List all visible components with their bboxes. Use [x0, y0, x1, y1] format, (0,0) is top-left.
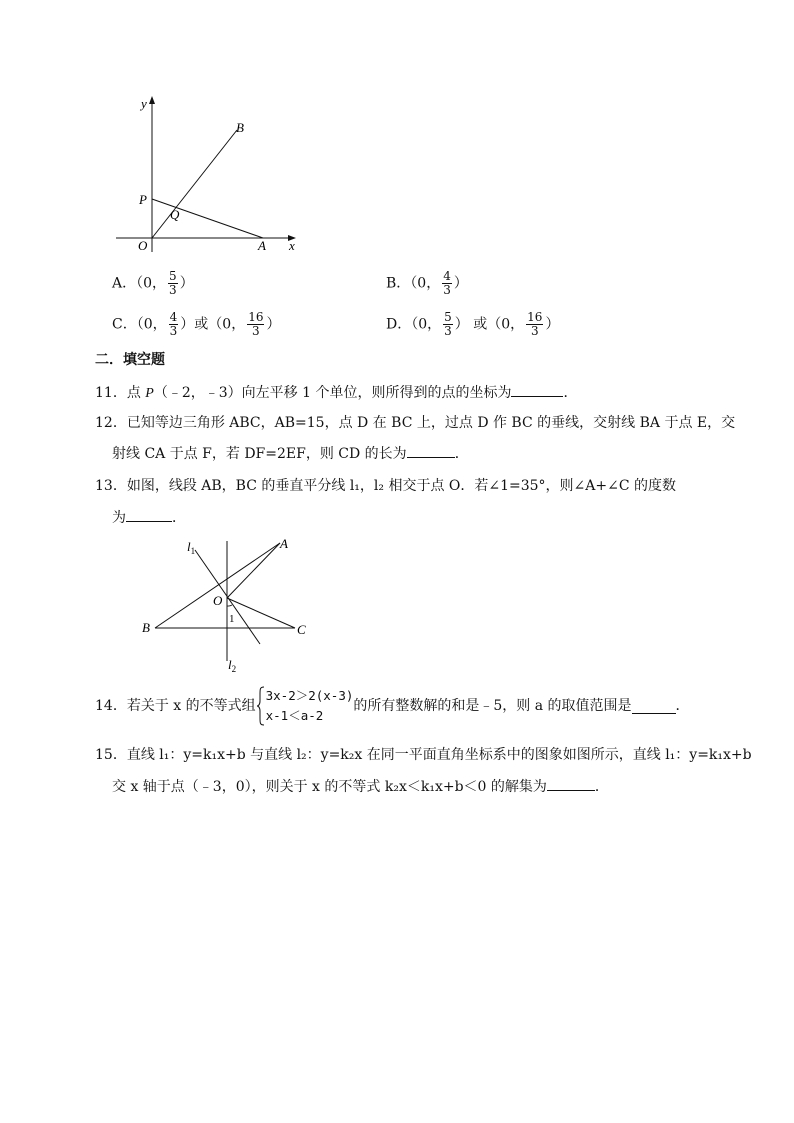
segment-BA — [155, 543, 280, 628]
figure-bisector-diagram — [135, 533, 315, 675]
option-d: D．（0， $\frac{5}{3}$ ） 或（0， $\frac{16}{3}$ ） — [386, 310, 560, 338]
label-B: B — [236, 120, 244, 135]
answer-blank — [511, 382, 563, 397]
label-l1: $l_1$ — [187, 539, 196, 556]
question-12-line-2: 射线 CA 于点 F，若 DF=2EF，则 CD 的长为 ． — [112, 443, 469, 464]
option-c: C．（0， $\frac{4}{3}$ ）或（0， $\frac{16}{3}$ ） — [112, 310, 281, 338]
brace-icon — [256, 686, 265, 726]
label-C: C — [297, 622, 306, 637]
label-l2: $l_2$ — [228, 657, 237, 674]
line-OB — [152, 130, 237, 238]
fraction: $\frac{16}{3}$ — [248, 310, 264, 338]
label-Q: Q — [170, 207, 180, 222]
option-a: A．（0， $\frac{5}{3}$ ） — [112, 269, 194, 297]
label-x: x — [289, 238, 295, 253]
fraction: $\frac{16}{3}$ — [527, 310, 543, 338]
question-13-line-1: 13．如图，线段 AB，BC 的垂直平分线 l₁，l₂ 相交于点 O．若∠1=35°，则∠A+∠C 的度数 — [95, 478, 677, 494]
fraction: $\frac{5}{3}$ — [444, 310, 452, 338]
answer-blank — [407, 443, 455, 458]
y-axis-arrow — [149, 96, 155, 104]
label-O: O — [138, 238, 148, 253]
label-y: y — [141, 96, 147, 111]
fraction: $\frac{4}{3}$ — [443, 269, 451, 297]
question-12-line-1: 12．已知等边三角形 ABC，AB=15，点 D 在 BC 上，过点 D 作 BC 的垂线，交射线 BA 于点 E，交 — [95, 415, 736, 431]
segment-OA — [227, 543, 280, 598]
label-angle-1: 1 — [229, 613, 235, 625]
question-13-line-2: 为 ． — [112, 507, 186, 528]
option-b: B．（0， $\frac{4}{3}$ ） — [386, 269, 468, 297]
label-B: B — [142, 620, 150, 635]
section-title: 二．填空题 — [95, 352, 165, 368]
question-15-line-2: 交 x 轴于点（﹣3，0），则关于 x 的不等式 k₂x＜k₁x+b＜0 的解集为 ． — [112, 776, 609, 797]
label-A: A — [258, 238, 266, 253]
fraction: $\frac{4}{3}$ — [169, 310, 178, 338]
fraction: $\frac{5}{3}$ — [169, 269, 177, 297]
answer-blank — [547, 776, 595, 791]
answer-blank — [126, 507, 172, 522]
question-14: 14．若关于 x 的不等式组 3x-2＞2(x-3) x-1＜a-2 的所有整数解的和是﹣5，则 a 的取值范围是 ． — [95, 686, 690, 726]
question-15-line-1: 15．直线 l₁：y=k₁x+b 与直线 l₂：y=k₂x 在同一平面直角坐标系中的图象如图所示，直线 l₁：y=k₁x+b — [95, 747, 752, 763]
segment-OC — [227, 598, 295, 628]
label-P: P — [139, 192, 147, 207]
angle-1-arc — [227, 605, 232, 606]
question-11: 11．点 P（﹣2，﹣3）向左平移 1 个单位，则所得到的点的坐标为 ． — [95, 382, 577, 404]
inequality-system: 3x-2＞2(x-3) x-1＜a-2 — [256, 686, 354, 726]
line-PA — [152, 199, 263, 238]
label-O: O — [213, 593, 223, 608]
answer-blank — [632, 699, 676, 714]
label-A: A — [280, 536, 288, 551]
figure-coordinate-diagram — [110, 92, 310, 257]
